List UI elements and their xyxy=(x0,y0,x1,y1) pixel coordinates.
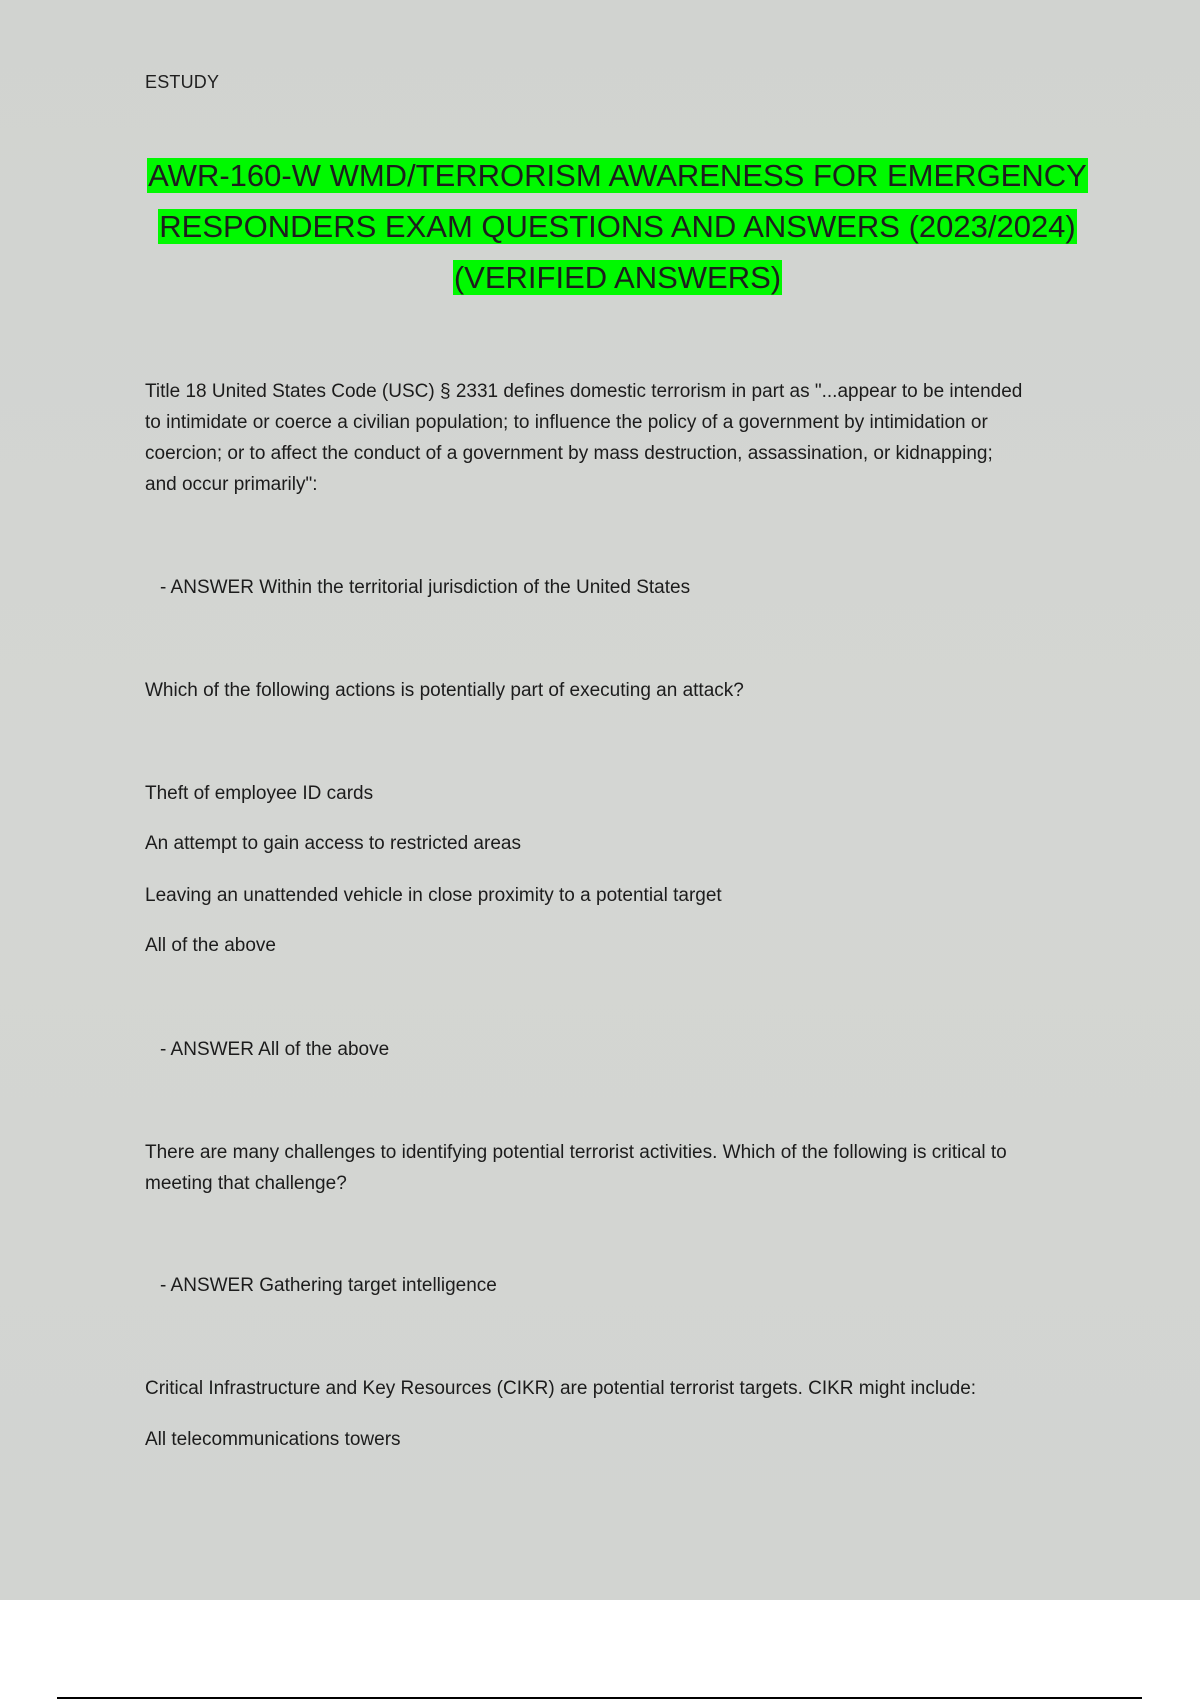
answer-option: Leaving an unattended vehicle in close proximity to a potential target xyxy=(145,885,722,906)
document-title xyxy=(130,150,1105,303)
footer-divider xyxy=(57,1697,1142,1699)
answer-option: Theft of employee ID cards xyxy=(145,783,374,804)
question-line: meeting that challenge? xyxy=(145,1173,347,1194)
question-line: to intimidate or coerce a civilian population; to influence the policy of a government by intimidation or xyxy=(145,412,988,433)
question-text: Critical Infrastructure and Key Resources (CIKR) are potential terrorist targets. CIKR might include: xyxy=(145,1378,977,1399)
question-line: Title 18 United States Code (USC) § 2331 defines domestic terrorism in part as "...appear to be intended xyxy=(145,381,1023,402)
answer-text: - ANSWER All of the above xyxy=(160,1039,390,1060)
answer-option: An attempt to gain access to restricted areas xyxy=(145,833,521,854)
question-line: coercion; or to affect the conduct of a government by mass destruction, assassination, or kidnapping; xyxy=(145,443,993,464)
answer-option: All telecommunications towers xyxy=(145,1429,401,1450)
question-text xyxy=(145,1137,1007,1199)
title-line: RESPONDERS EXAM QUESTIONS AND ANSWERS (2023/2024) xyxy=(159,209,1076,244)
question-text: Which of the following actions is potentially part of executing an attack? xyxy=(145,680,744,701)
answer-text: - ANSWER Within the territorial jurisdiction of the United States xyxy=(160,577,691,598)
answer-option: All of the above xyxy=(145,935,276,956)
title-line: AWR-160-W WMD/TERRORISM AWARENESS FOR EMERGENCY xyxy=(148,158,1087,193)
question-text xyxy=(145,376,1022,500)
question-line: There are many challenges to identifying potential terrorist activities. Which of the following is critical to xyxy=(145,1142,1007,1163)
question-line: and occur primarily": xyxy=(145,474,318,495)
document-header: ESTUDY xyxy=(145,72,220,92)
answer-text: - ANSWER Gathering target intelligence xyxy=(160,1275,497,1296)
title-line: (VERIFIED ANSWERS) xyxy=(453,260,782,295)
